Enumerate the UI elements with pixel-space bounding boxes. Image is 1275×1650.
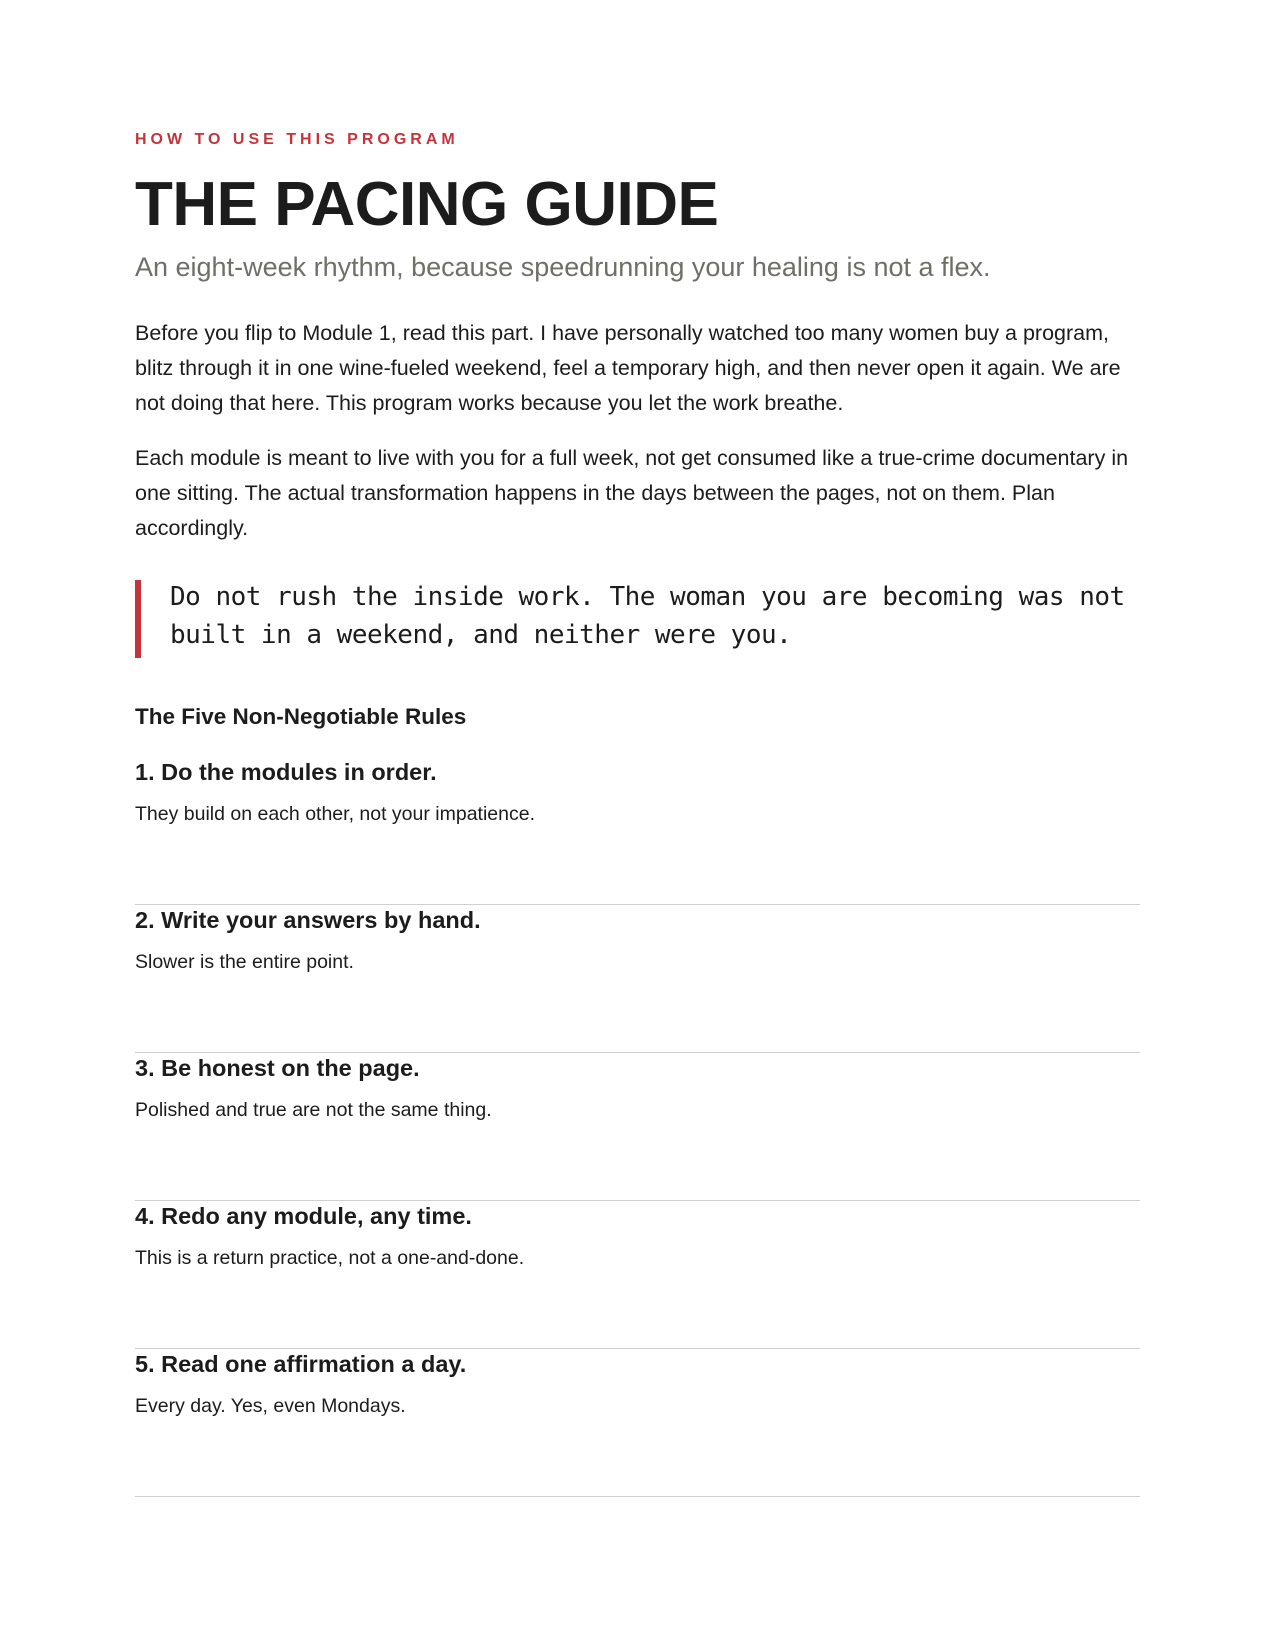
rule-title: 4. Redo any module, any time. bbox=[135, 1203, 472, 1229]
rule-description: Slower is the entire point. bbox=[135, 951, 354, 973]
rules-heading: The Five Non-Negotiable Rules bbox=[135, 704, 467, 729]
page-title: THE PACING GUIDE bbox=[135, 170, 719, 239]
rule-description: They build on each other, not your impatience. bbox=[135, 803, 535, 825]
rule-item bbox=[135, 1349, 1140, 1497]
pull-quote bbox=[135, 580, 1140, 658]
rule-description: Polished and true are not the same thing. bbox=[135, 1099, 492, 1121]
intro-paragraph: Before you flip to Module 1, read this part. I have personally watched too many women buy a program, blitz through it in one wine-fueled weekend, feel a temporary high, and then never open it again. We are not doing that here. This program works because you let the work breathe. bbox=[135, 321, 1121, 415]
rule-item bbox=[135, 757, 1140, 905]
rule-item bbox=[135, 905, 1140, 1053]
rule-description: This is a return practice, not a one-and-done. bbox=[135, 1247, 525, 1269]
page-subtitle: An eight-week rhythm, because speedrunning your healing is not a flex. bbox=[135, 252, 991, 282]
rule-item bbox=[135, 1201, 1140, 1349]
rule-title: 5. Read one affirmation a day. bbox=[135, 1351, 467, 1377]
rule-description: Every day. Yes, even Mondays. bbox=[135, 1395, 406, 1417]
pull-quote-text: Do not rush the inside work. The woman you are becoming was not built in a weekend, and neither were you. bbox=[170, 582, 1125, 650]
eyebrow-label: HOW TO USE THIS PROGRAM bbox=[135, 131, 459, 148]
rule-title: 3. Be honest on the page. bbox=[135, 1055, 420, 1081]
rule-title: 2. Write your answers by hand. bbox=[135, 907, 481, 933]
intro-paragraph: Each module is meant to live with you for a full week, not get consumed like a true-crime documentary in one sitting. The actual transformation happens in the days between the pages, not on them. Plan accordingly. bbox=[135, 446, 1129, 540]
rule-item bbox=[135, 1053, 1140, 1201]
rule-title: 1. Do the modules in order. bbox=[135, 759, 437, 785]
